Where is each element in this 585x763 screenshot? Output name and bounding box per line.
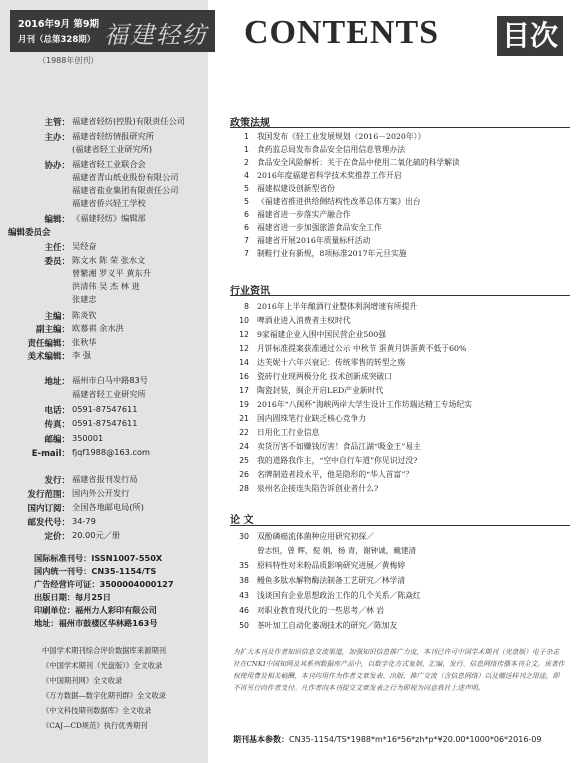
co-organizer-label: 协办： [44,161,70,171]
deputy-editor-value: 欧慕祺 余水洪 [72,323,124,333]
members-row-2: 曾繁湘 罗义平 黄东升 [72,268,151,278]
toc-item[interactable]: 43 浅谈国有企业思想政治工作的几个关系／陈焱红 [239,591,421,600]
toc-item[interactable]: 14 达芙妮十六年兴衰记：传统零售的转型之殇 [239,358,406,367]
toc-item[interactable]: 2 食品安全风险解析：关于在食品中使用二氧化硫的科学解读 [244,158,460,167]
contents-title: CONTENTS [244,14,440,51]
distribution-scope-value: 国内外公开发行 [72,488,130,498]
params-value: CN35-1154/TS*1988*m*16*56*zh*p*¥20.00*1000*06*2016-09 [289,735,542,744]
database-line: 《中文科技期刊数据库》全文收录 [42,706,152,715]
toc-item[interactable]: 6 福建省进一步落实产融合作 [244,210,351,219]
toc-item[interactable]: 10 啤酒业进入消费者主权时代 [239,316,351,325]
domestic-subscription-value: 全国各地邮电局(所) [72,502,144,512]
toc-item[interactable]: 12 月饼标准提案获准通过公示 中秋节 蛋黄月饼蛋黄不低于60% [239,344,467,353]
chief-editor-value: 陈炎钦 [72,310,97,320]
editor-label: 编辑： [44,215,70,225]
toc-item[interactable]: 50 茶叶加工自动化萎凋技术的研究／陈加友 [239,621,398,630]
address-label: 地址： [44,377,70,387]
toc-item[interactable]: 7 制鞋行业有新规，8项标准2017年元旦实施 [244,249,407,258]
toc-item[interactable]: 12 9家福建企业入围中国民营企业500强 [239,330,386,339]
section-divider [230,295,570,296]
section-title-papers: 论 文 [230,515,254,526]
phone-label: 电话： [44,406,70,416]
co-organizer-3: 福建省盐业集团有限责任公司 [72,185,179,195]
toc-item[interactable]: 7 福建省开展2016年质量标杆活动 [244,236,371,245]
toc-item[interactable]: 8 2016年上半年酿酒行业整体利润增速有所提升 [244,302,418,311]
director-value: 吴经奋 [72,241,97,251]
toc-item-authors: 曾志恒，曾 辉，倪 娟，杨 青，谢钟诚，戴建清 [257,546,417,555]
toc-item[interactable]: 4 2016年度福建省科学技术奖推荐工作开启 [244,171,402,180]
issn: 国际标准刊号：ISSN1007-550X [34,553,163,563]
members-label: 委员： [44,257,70,267]
issue-header [10,10,215,52]
toc-item[interactable]: 30 双酚磷癌流体菌种应用研究初探／ [239,532,374,541]
database-line: 《中国学术期刊（光盘版）》全文收录 [42,661,163,670]
params-label: 期刊基本参数： [233,735,289,744]
database-line: 《CAJ—CD规范》执行优秀期刊 [42,721,148,730]
toc-item[interactable]: 6 福建省进一步加强旅游食品安全工作 [244,223,382,232]
toc-item[interactable]: 24 卖货厉害不如赚钱厉害！食品江湖“吸金王”易主 [239,442,421,451]
editor-value: 《福建轻纺》编辑部 [72,213,146,223]
publish-date: 出版日期：每月25日 [34,592,111,602]
sponsor-value: 福建省轻纺(控股)有限责任公司 [72,116,185,126]
responsible-editor-value: 张秋华 [72,337,97,347]
fax-label: 传真： [44,420,70,430]
issue-number: 2016年9月 第9期 [18,19,99,30]
price-label: 定价： [44,532,70,542]
chief-editor-label: 主编： [44,312,70,322]
database-line: 《万方数据—数字化期刊群》全文收录 [42,691,167,700]
toc-item[interactable]: 19 2016年“八闽杯”海峡两岸大学生设计工作坊瑞达精工专场纪实 [239,400,472,409]
director-label: 主任： [44,243,70,253]
printer-address: 地址：福州市鼓楼区华林路163号 [34,618,158,628]
toc-item[interactable]: 35 原料特性对米粉品质影响研究进展／黄梅婷 [239,561,406,570]
domestic-subscription-label: 国内订阅： [27,504,70,514]
organizer-value-1: 福建省轻纺情报研究所 [72,131,154,141]
fax-value: 0591-87547611 [72,418,138,428]
art-editor-value: 李 强 [72,350,91,360]
toc-item[interactable]: 28 泉州名企接连失陷告诉创业者什么? [239,484,379,493]
responsible-editor-label: 责任编辑： [27,339,70,349]
toc-item[interactable]: 38 鳗鱼多肽水解物酶法制备工艺研究／林学清 [239,576,406,585]
distribution-label: 发行： [44,476,70,486]
organizer-label: 主办： [44,133,70,143]
postcode-label: 邮编： [44,435,70,445]
distribution-value: 福建省报刊发行局 [72,474,138,484]
founded-year: （1988年创刊） [38,56,99,65]
copyright-notice: 为扩大本刊及作者知识信息交流渠道，加强知识信息推广力度，本刊已许可中国学术期刊（光盘版）电子杂志社在CNKI中国知网及其系列数据库产品中，以数字化方式复制、汇编、发行、信息网络传播本刊全文。该著作权使用费及相关稿酬，本刊均用作为作者文章发表、出版、推广交流（含信息网络）以及赠送样刊之用途，即不再另行向作者支付。凡作者向本刊提交文章发表之行为即视为同意我社上述声明。 [233,648,565,692]
deputy-editor-label: 副主编： [35,325,70,335]
toc-item[interactable]: 26 名牌制造者段永平，他是隐形的“华人首富”？ [239,470,414,479]
toc-item[interactable]: 22 日用化工行业信息 [239,428,320,437]
database-line: 《中国期刊网》全文收录 [42,676,123,685]
art-editor-label: 美术编辑： [27,352,70,362]
toc-item[interactable]: 25 我的道路我作主，“空中自行车道”你见识过没? [239,456,418,465]
phone-value: 0591-87547611 [72,404,138,414]
co-organizer-1: 福建省轻工业联合会 [72,159,146,169]
committee-heading: 编辑委员会 [8,228,51,238]
journal-parameters [233,734,541,745]
toc-item[interactable]: 5 《福建省推进供给侧结构性改革总体方案》出台 [244,197,421,206]
sponsor-label: 主管： [44,118,70,128]
section-divider [230,127,570,128]
toc-item[interactable]: 5 福建拟建设创新型省份 [244,184,335,193]
toc-item[interactable]: 21 国内圆珠笔行业缺乏核心竞争力 [239,414,367,423]
email-value[interactable]: fjqf1988@163.com [72,447,150,457]
postal-code-value: 34-79 [72,516,96,526]
mulu-title: 目次 [497,16,563,56]
printer: 印刷单位：福州力人彩印有限公司 [34,605,157,615]
distribution-scope-label: 发行范围： [27,490,70,500]
price-value: 20.00元／册 [72,530,121,540]
toc-item[interactable]: 46 对职业教育现代化的一些思考／林 岩 [239,606,385,615]
section-title-policy: 政策法规 [230,118,270,129]
edition-info: 月刊（总第328期） [18,35,96,45]
co-organizer-2: 福建省青山纸业股份有限公司 [72,172,179,182]
toc-item[interactable]: 1 我国发布《轻工业发展规划（2016－2020年）》 [244,132,426,141]
address-value-2: 福建省轻工业研究所 [72,389,146,399]
magazine-logo-calligraphy: 福建轻纺 [104,21,208,49]
organizer-value-2: (福建省轻工业研究所) [72,144,153,154]
toc-item[interactable]: 17 陶瓷封装，闽企开启LED产业新时代 [239,386,384,395]
address-value-1: 福州市白马中路83号 [72,375,148,385]
cn-number: 国内统一刊号：CN35-1154/TS [34,566,157,576]
toc-item[interactable]: 16 瓷砖行业现两极分化 技术创新成突破口 [239,372,393,381]
email-label: E-mail： [31,449,70,459]
section-title-industry: 行业资讯 [230,286,270,297]
co-organizer-4: 福建省侨兴轻工学校 [72,198,146,208]
members-row-1: 陈文水 陈 荣 张水文 [72,255,146,265]
members-row-3: 洪清伟 吴 杰 林 进 [72,281,140,291]
ad-license: 广告经营许可证：3500004000127 [34,579,174,589]
postcode-value: 350001 [72,433,104,443]
members-row-4: 张建忠 [72,294,97,304]
section-divider [230,525,570,526]
toc-item[interactable]: 1 食药监总局发布食品安全信用信息管理办法 [244,145,406,154]
database-line: 中国学术期刊综合评价数据库来源期刊 [42,646,167,655]
postal-code-label: 邮发代号： [27,518,70,528]
